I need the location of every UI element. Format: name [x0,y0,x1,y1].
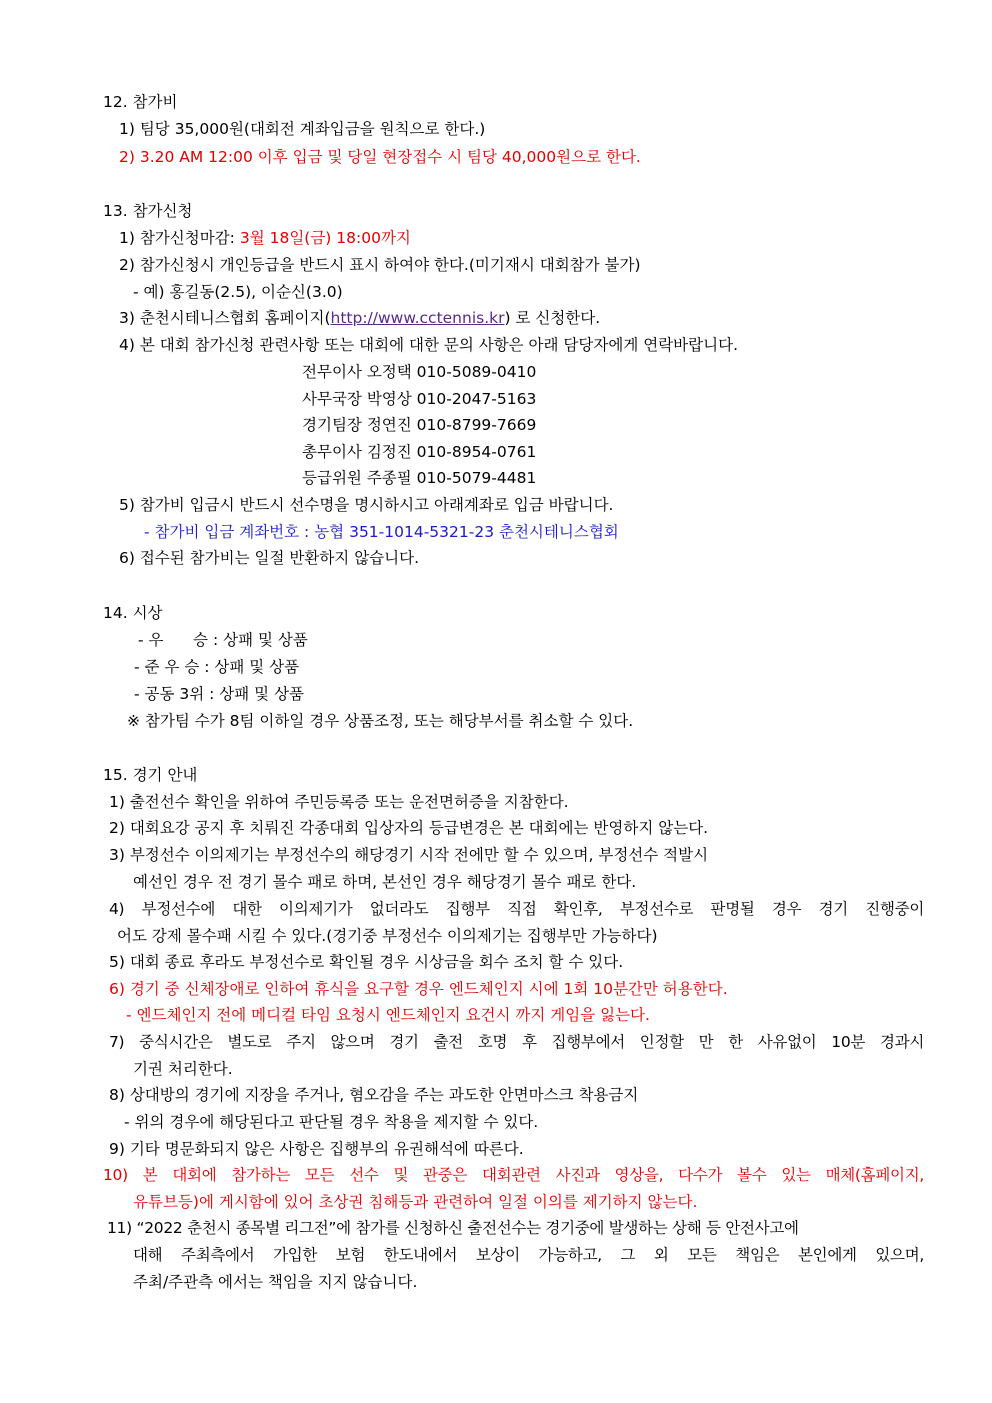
guide-item-8: 8) 상대방의 경기에 지장을 주거나, 혐오감을 주는 과도한 안면마스크 착용금지 [109,1086,639,1104]
application-item-2: 2) 참가신청시 개인등급을 반드시 표시 하여야 한다.(미기재시 대회참가 불가) [119,256,641,274]
guide-item-4: 4) 부정선수에 대한 이의제기가 없더라도 집행부 직접 확인후, 부정선수로 판명될 경우 경기 진행중이 [109,900,924,918]
homepage-prefix: 3) 춘천시테니스협회 홈페이지( [119,309,331,327]
guide-item-10-cont: 유튜브등)에 게시함에 있어 초상권 침해등과 관련하여 일절 이의를 제기하지 않는다. [133,1193,698,1211]
guide-item-2: 2) 대회요강 공지 후 치뤄진 각종대회 입상자의 등급변경은 본 대회에는 반영하지 않는다. [109,819,709,837]
guide-item-3: 3) 부정선수 이의제기는 부정선수의 해당경기 시작 전에만 할 수 있으며, 부정선수 적발시 [109,846,709,864]
guide-item-10: 10) 본 대회에 참가하는 모든 선수 및 관중은 대회관련 사진과 영상을, 다수가 볼수 있는 매체(홈페이지, [103,1166,924,1184]
guide-item-8-note: - 위의 경우에 해당된다고 판단될 경우 착용을 제지할 수 있다. [124,1113,539,1131]
contact-line: 사무국장 박영상 010-2047-5163 [302,390,537,408]
guide-item-9: 9) 기타 명문화되지 않은 사항은 집행부의 유권해석에 따른다. [109,1140,524,1158]
guide-item-5: 5) 대회 종료 후라도 부정선수로 확인될 경우 시상금을 회수 조치 할 수 있다. [109,953,624,971]
guide-item-11-cont: 대해 주최측에서 가입한 보험 한도내에서 보상이 가능하고, 그 외 모든 책임은 본인에게 있으며, [133,1246,924,1264]
guide-item-3-cont: 예선인 경우 전 경기 몰수 패로 하며, 본선인 경우 해당경기 몰수 패로 한다. [133,873,637,891]
guide-item-1: 1) 출전선수 확인을 위하여 주민등록증 또는 운전면허증을 지참한다. [109,793,569,811]
awards-note: ※ 참가팀 수가 8팀 이하일 경우 상품조정, 또는 해당부서를 취소할 수 있다. [127,712,634,730]
contact-line: 전무이사 오정택 010-5089-0410 [302,363,537,381]
guide-item-11-end: 주최/주관측 에서는 책임을 지지 않습니다. [133,1273,418,1291]
application-item-6: 6) 접수된 참가비는 일절 반환하지 않습니다. [119,549,420,567]
guide-item-6-note: - 엔드체인지 전에 메디컬 타임 요청시 엔드체인지 요건시 까지 게임을 잃는다. [126,1006,650,1024]
fee-item-1: 1) 팀당 35,000원(대회전 계좌입금을 원칙으로 한다.) [119,120,486,138]
application-item-5: 5) 참가비 입금시 반드시 선수명을 명시하시고 아래계좌로 입금 바랍니다. [119,496,614,514]
award-second: - 준 우 승 : 상패 및 상품 [134,658,300,676]
contact-line: 등급위원 주종필 010-5079-4481 [302,469,537,487]
deadline-line [119,228,411,248]
fee-heading: 12. 참가비 [103,93,178,111]
guide-item-7-cont: 기권 처리한다. [133,1060,233,1078]
homepage-suffix: ) 로 신청한다. [504,309,601,327]
guide-item-4-cont: 어도 강제 몰수패 시킬 수 있다.(경기중 부정선수 이의제기는 집행부만 가능하다) [117,927,658,945]
award-first: - 우 승 : 상패 및 상품 [138,631,308,649]
contact-line: 경기팀장 정연진 010-8799-7669 [302,416,537,434]
guide-item-11: 11) “2022 춘천시 종목별 리그전”에 참가를 신청하신 출전선수는 경기중에 발생하는 상해 등 안전사고에 [107,1219,799,1237]
contact-line: 총무이사 김정진 010-8954-0761 [302,443,537,461]
awards-heading: 14. 시상 [103,604,163,622]
fee-item-2: 2) 3.20 AM 12:00 이후 입금 및 당일 현장접수 시 팀당 40,000원으로 한다. [119,148,641,166]
application-example: - 예) 홍길동(2.5), 이순신(3.0) [133,283,343,301]
bank-account: - 참가비 입금 계좌번호 : 농협 351-1014-5321-23 춘천시테니스협회 [144,523,619,541]
application-item-4: 4) 본 대회 참가신청 관련사항 또는 대회에 대한 문의 사항은 아래 담당자에게 연락바랍니다. [119,336,738,354]
award-third: - 공동 3위 : 상패 및 상품 [134,685,305,703]
application-item-3 [119,308,600,328]
guide-item-7: 7) 중식시간은 별도로 주지 않으며 경기 출전 호명 후 집행부에서 인정할 만 한 사유없이 10분 경과시 [109,1033,924,1051]
guide-item-6: 6) 경기 중 신체장애로 인하여 휴식을 요구할 경우 엔드체인지 시에 1회 10분간만 허용한다. [109,980,728,998]
guide-heading: 15. 경기 안내 [103,766,198,784]
deadline-label: 1) 참가신청마감: [119,229,240,247]
homepage-link[interactable]: http://www.cctennis.kr [330,309,505,327]
deadline-value: 3월 18일(금) 18:00까지 [239,229,411,247]
application-heading: 13. 참가신청 [103,202,193,220]
